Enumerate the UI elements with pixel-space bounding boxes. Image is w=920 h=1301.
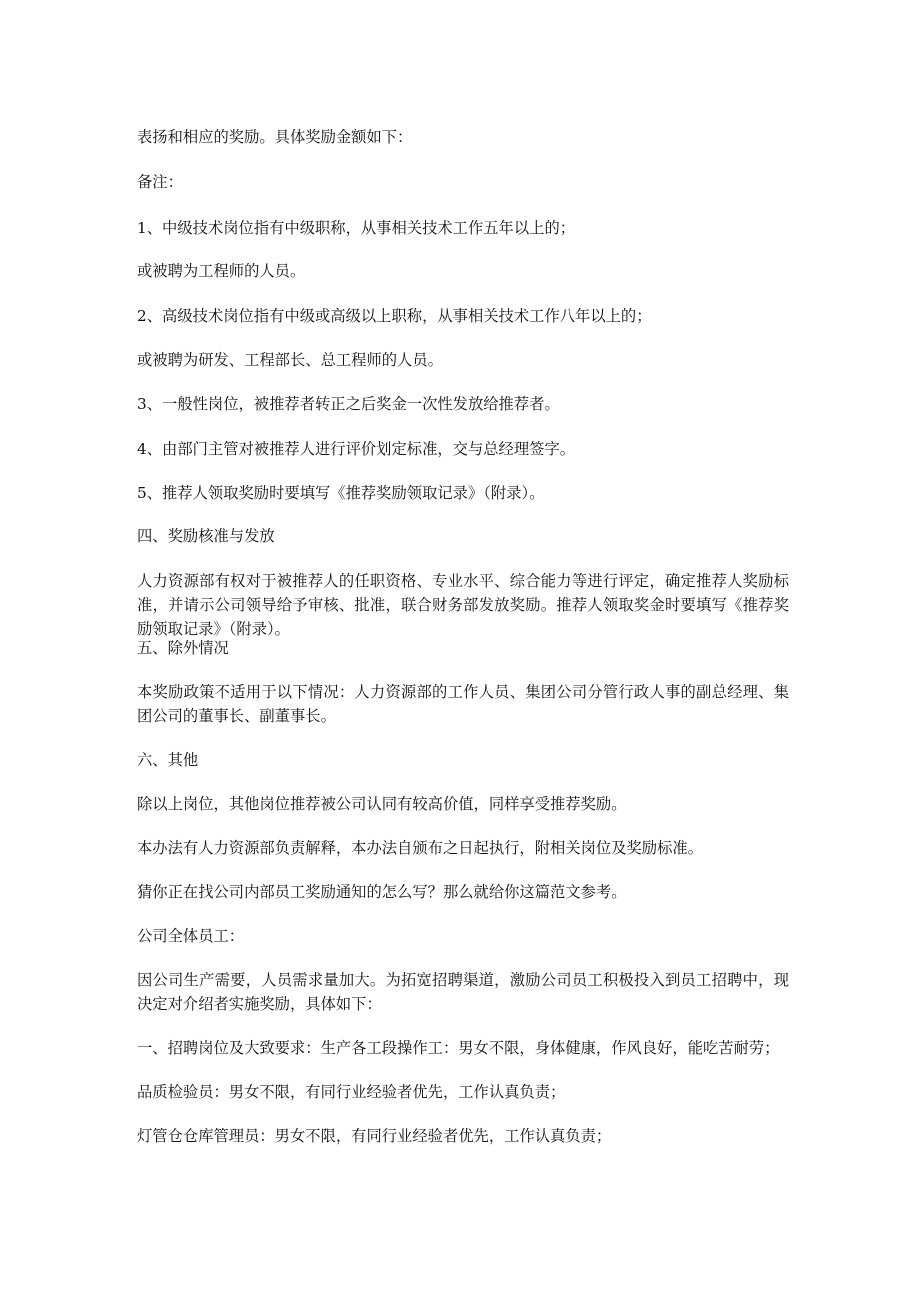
paragraph: 4、由部门主管对被推荐人进行评价划定标准，交与总经理签字。 bbox=[137, 440, 576, 459]
section-heading: 六、其他 bbox=[137, 751, 199, 770]
paragraph: 5、推荐人领取奖励时要填写《推荐奖励领取记录》（附录）。 bbox=[137, 484, 545, 503]
paragraph: 3、一般性岗位，被推荐者转正之后奖金一次性发放给推荐者。 bbox=[137, 395, 560, 414]
paragraph: 公司全体员工： bbox=[137, 927, 245, 946]
paragraph: 猜你正在找公司内部员工奖励通知的怎么写？那么就给你这篇范文参考。 bbox=[137, 883, 627, 902]
paragraph: 一、招聘岗位及大致要求：生产各工段操作工：男女不限，身体健康，作风良好，能吃苦耐劳； bbox=[137, 1039, 780, 1058]
paragraph: 本办法有人力资源部负责解释，本办法自颁布之日起执行，附相关岗位及奖励标准。 bbox=[137, 839, 703, 858]
paragraph: 备注： bbox=[137, 173, 183, 192]
paragraph: 1、中级技术岗位指有中级职称，从事相关技术工作五年以上的； bbox=[137, 219, 576, 238]
paragraph: 因公司生产需要，人员需求量加大。为拓宽招聘渠道，激励公司员工积极投入到员工招聘中，现决定对介绍者实施奖励，具体如下： bbox=[137, 971, 789, 1014]
section-heading: 五、除外情况 bbox=[137, 639, 229, 658]
paragraph: 2、高级技术岗位指有中级或高级以上职称，从事相关技术工作八年以上的； bbox=[137, 307, 652, 326]
paragraph: 或被聘为工程师的人员。 bbox=[137, 262, 306, 281]
paragraph: 人力资源部有权对于被推荐人的任职资格、专业水平、综合能力等进行评定，确定推荐人奖励标准，并请示公司领导给予审核、批准，联合财务部发放奖励。推荐人领取奖金时要填写《推荐奖励领取记录》（附录）。 bbox=[137, 572, 789, 639]
paragraph: 或被聘为研发、工程部长、总工程师的人员。 bbox=[137, 351, 443, 370]
paragraph: 品质检验员：男女不限，有同行业经验者优先，工作认真负责； bbox=[137, 1083, 566, 1102]
paragraph: 表扬和相应的奖励。具体奖励金额如下： bbox=[137, 128, 413, 147]
paragraph: 除以上岗位，其他岗位推荐被公司认同有较高价值，同样享受推荐奖励。 bbox=[137, 795, 627, 814]
paragraph: 灯管仓仓库管理员：男女不限，有同行业经验者优先，工作认真负责； bbox=[137, 1127, 612, 1146]
paragraph: 本奖励政策不适用于以下情况：人力资源部的工作人员、集团公司分管行政人事的副总经理、集团公司的董事长、副董事长。 bbox=[137, 683, 789, 726]
section-heading: 四、奖励核准与发放 bbox=[137, 527, 275, 546]
